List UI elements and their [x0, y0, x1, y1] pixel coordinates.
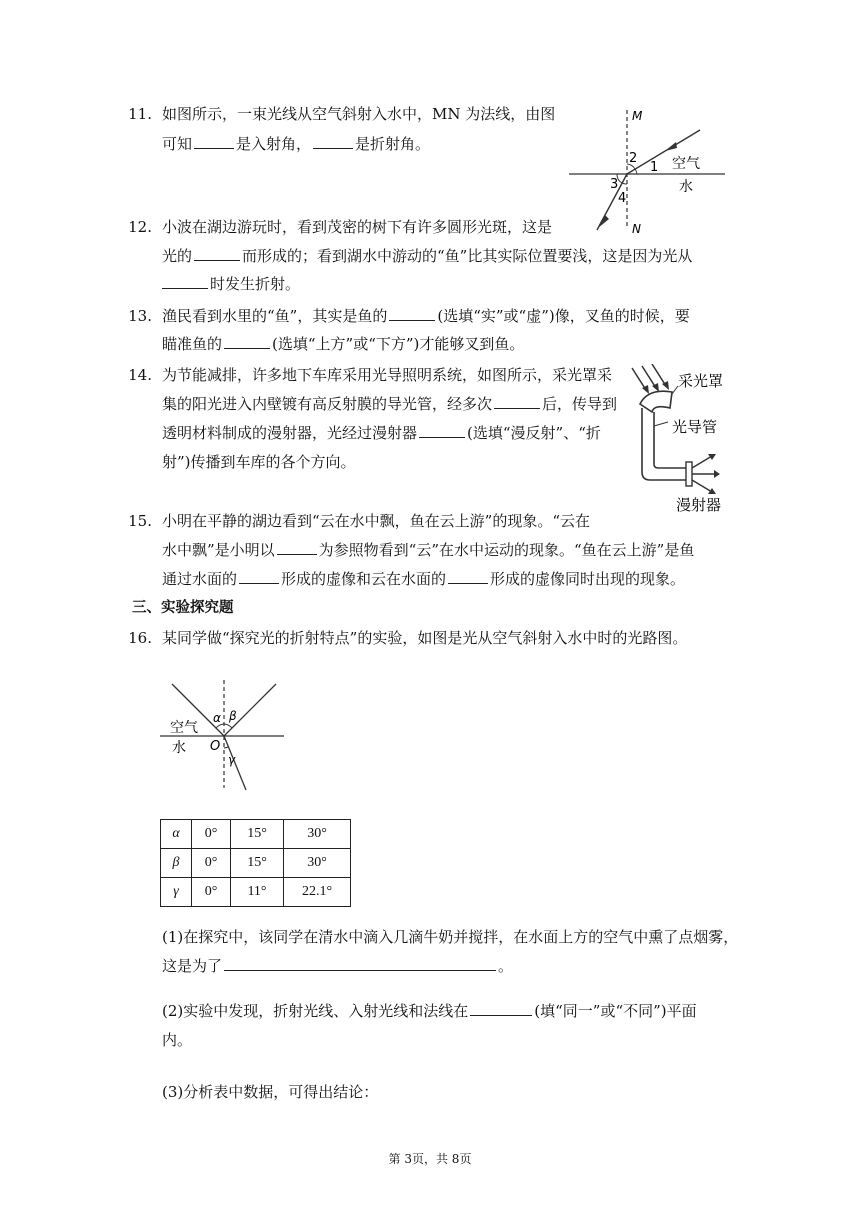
table-cell: 22.1°: [284, 878, 351, 907]
table-cell: β: [161, 849, 192, 878]
question-text: 通过水面的 形成的虚像和云在水面的 形成的虚像同时出现的现象。: [162, 570, 686, 588]
question-text: 小波在湖边游玩时，看到茂密的树下有许多圆形光斑，这是: [162, 218, 553, 236]
answer-blank[interactable]: [224, 333, 270, 349]
question-text: (1)在探究中，该同学在清水中滴入几滴牛奶并搅拌，在水面上方的空气中熏了点烟雾，: [162, 928, 739, 946]
question-text: 为节能减排，许多地下车库采用光导照明系统，如图所示，采光罩采: [162, 366, 613, 384]
angle-label-3: 3: [610, 177, 619, 192]
answer-blank[interactable]: [194, 133, 234, 149]
answer-blank[interactable]: [313, 133, 353, 149]
table-cell: 30°: [284, 849, 351, 878]
question-text: (2)实验中发现，折射光线、入射光线和法线在 (填“同一”或“不同”)平面: [162, 1002, 697, 1020]
angle-label-4: 4: [618, 191, 627, 206]
angle-label-2: 2: [629, 151, 638, 166]
table-cell: 0°: [192, 820, 231, 849]
question-number: 12.: [128, 218, 152, 236]
table-cell: 0°: [192, 878, 231, 907]
question-number: 11.: [128, 105, 152, 123]
label-water: 水: [172, 740, 186, 756]
question-text: 透明材料制成的漫射器，光经过漫射器 (选填“漫反射”、“折: [162, 424, 601, 442]
table-cell: 11°: [231, 878, 284, 907]
question-text: 时发生折射。: [162, 273, 300, 295]
question-text: 光的 而形成的；看到湖水中游动的“鱼”比其实际位置要浅，这是因为光从: [162, 247, 693, 265]
question-text: (3)分析表中数据，可得出结论：: [162, 1083, 379, 1101]
light-guide-diagram: [628, 364, 738, 516]
page-footer: 第 3页，共 8页: [388, 1152, 472, 1166]
label-tube: 光导管: [672, 418, 718, 436]
label-cover: 采光罩: [678, 372, 724, 390]
label-alpha: α: [213, 711, 221, 725]
question-text: 渔民看到水里的“鱼”，其实是鱼的 (选填“实”或“虚”)像，叉鱼的时候，要: [162, 307, 690, 325]
answer-blank[interactable]: [389, 305, 435, 321]
answer-blank[interactable]: [419, 422, 465, 438]
refraction-diagram-q11: [565, 106, 730, 236]
table-row: [161, 849, 351, 878]
label-air: 空气: [672, 156, 700, 172]
question-text: 小明在平静的湖边看到“云在水中飘，鱼在云上游”的现象。“云在: [162, 512, 591, 530]
answer-blank[interactable]: [194, 245, 240, 261]
data-table: [160, 819, 351, 907]
question-number: 13.: [128, 307, 152, 325]
table-row: [161, 820, 351, 849]
question-text: 瞄准鱼的 (选填“上方”或“下方”)才能够叉到鱼。: [162, 335, 525, 353]
label-water: 水: [679, 179, 693, 195]
table-cell: 15°: [231, 820, 284, 849]
question-text: 可知 是入射角， 是折射角。: [162, 135, 431, 153]
label-beta: β: [229, 709, 237, 723]
label-gamma: γ: [228, 753, 236, 767]
answer-blank[interactable]: [470, 1000, 532, 1016]
table-cell: γ: [161, 878, 192, 907]
answer-blank[interactable]: [162, 273, 208, 289]
question-number: 15.: [128, 512, 152, 530]
question-text: 内。: [162, 1031, 193, 1049]
answer-blank[interactable]: [494, 393, 540, 409]
answer-blank[interactable]: [448, 568, 488, 584]
table-cell: 30°: [284, 820, 351, 849]
table-cell: 15°: [231, 849, 284, 878]
answer-blank[interactable]: [277, 539, 317, 555]
question-text: 如图所示，一束光线从空气斜射入水中，MN 为法线，由图: [162, 105, 556, 123]
question-text: 射”)传播到车库的各个方向。: [162, 453, 356, 471]
section-title: 三、实验探究题: [132, 600, 234, 616]
angle-label-1: 1: [650, 160, 659, 175]
table-row: [161, 878, 351, 907]
label-n: N: [632, 222, 641, 236]
table-cell: 0°: [192, 849, 231, 878]
question-number: 14.: [128, 366, 152, 384]
answer-blank[interactable]: [239, 568, 279, 584]
question-text: 这是为了 。: [162, 957, 514, 975]
label-diffuser: 漫射器: [676, 496, 722, 514]
table-cell: α: [161, 820, 192, 849]
label-o: O: [210, 739, 221, 754]
question-text: 集的阳光进入内壁镀有高反射膜的导光管，经多次 后，传导到: [162, 395, 618, 413]
label-air: 空气: [170, 720, 198, 736]
answer-blank[interactable]: [224, 955, 496, 971]
question-text: 某同学做“探究光的折射特点”的实验，如图是光从空气斜射入水中时的光路图。: [162, 629, 688, 647]
label-m: M: [632, 109, 643, 123]
question-number: 16.: [128, 629, 152, 647]
question-text: 水中飘”是小明以 为参照物看到“云”在水中运动的现象。“鱼在云上游”是鱼: [162, 541, 695, 559]
refraction-diagram-q16: [160, 676, 288, 796]
